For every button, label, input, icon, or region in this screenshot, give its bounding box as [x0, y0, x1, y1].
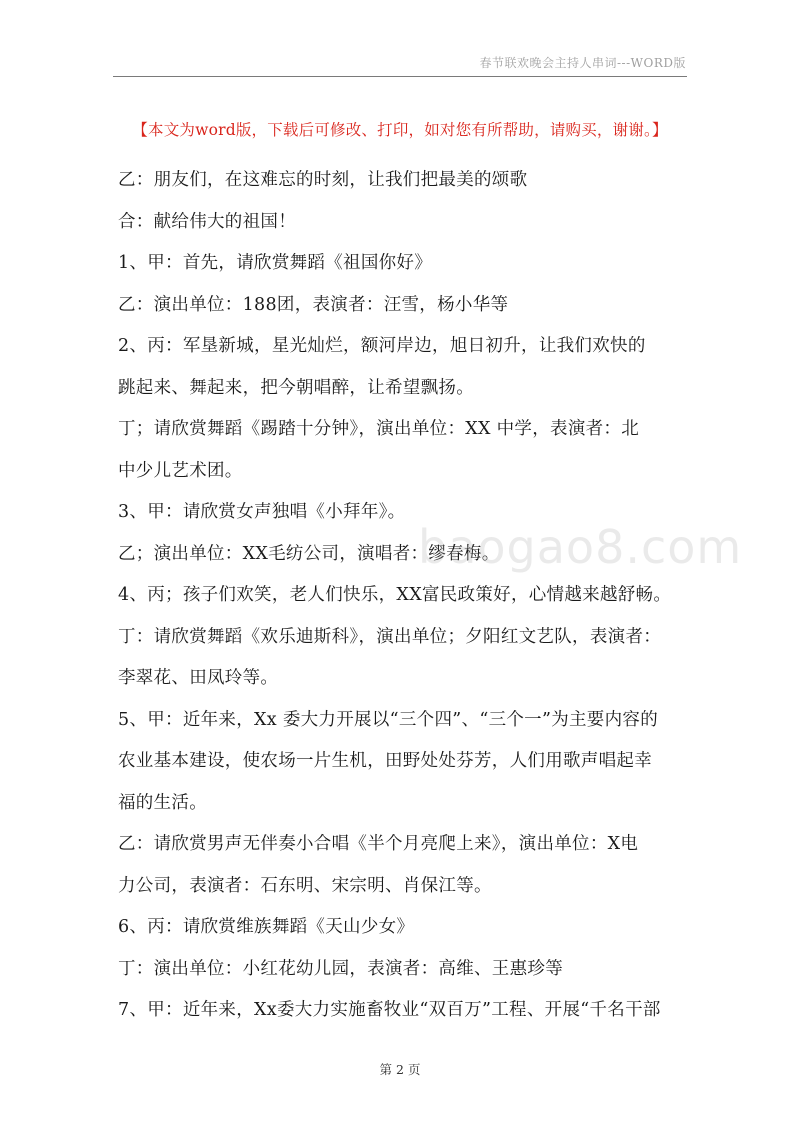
script-line: 福的生活。 — [118, 792, 207, 813]
script-line: 6、丙：请欣赏维族舞蹈《天山少女》 — [118, 917, 415, 937]
script-line: 7、甲：近年来，Xx委大力实施畜牧业“双百万”工程、开展“千名干部 — [118, 1000, 661, 1020]
script-line: 丁：演出单位：小红花幼儿园，表演者：高维、王惠珍等 — [118, 958, 563, 979]
script-line: 乙；演出单位：XX毛纺公司，演唱者：缪春梅。 — [118, 543, 500, 564]
script-line: 2、丙：军垦新城，星光灿烂，额河岸边，旭日初升，让我们欢快的 — [118, 336, 646, 356]
script-line: 丁：请欣赏舞蹈《欢乐迪斯科》，演出单位；夕阳红文艺队，表演者： — [118, 626, 662, 647]
header-divider — [113, 76, 687, 77]
script-line: 乙：朋友们，在这难忘的时刻，让我们把最美的颂歌 — [118, 170, 528, 190]
script-line: 乙：演出单位：188团，表演者：汪雪，杨小华等 — [118, 294, 509, 315]
script-line: 李翠花、田凤玲等。 — [118, 668, 279, 688]
script-line: 乙：请欣赏男声无伴奏小合唱《半个月亮爬上来》，演出单位：X电 — [118, 834, 639, 854]
script-line: 中少儿艺术团。 — [118, 460, 243, 481]
purchase-notice: 【本文为word版，下载后可修改、打印，如对您有所帮助，请购买，谢谢。】 — [132, 121, 668, 139]
script-line: 农业基本建设，使农场一片生机，田野处处芬芳，人们用歌声唱起幸 — [118, 751, 652, 771]
script-line: 1、甲：首先，请欣赏舞蹈《祖国你好》 — [118, 253, 433, 273]
script-line: 3、甲：请欣赏女声独唱《小拜年》。 — [118, 502, 406, 522]
script-line: 4、丙；孩子们欢笑，老人们快乐，XX富民政策好，心情越来越舒畅。 — [118, 585, 672, 605]
script-line: 丁；请欣赏舞蹈《踢踏十分钟》，演出单位：XX 中学，表演者：北 — [118, 419, 640, 439]
document-header-title: 春节联欢晚会主持人串词---WORD版 — [479, 56, 686, 70]
page-number: 第 2 页 — [379, 1062, 421, 1077]
script-body — [118, 160, 690, 1032]
script-line: 5、甲：近年来，Xx 委大力开展以“三个四”、“三个一”为主要内容的 — [118, 709, 659, 730]
watermark: baogao8.com — [418, 520, 743, 574]
script-line: 力公司，表演者：石东明、宋宗明、肖保江等。 — [118, 875, 492, 896]
script-line: 合：献给伟大的祖国！ — [118, 211, 296, 232]
script-line: 跳起来、舞起来，把今朝唱醉，让希望飘扬。 — [118, 377, 474, 398]
